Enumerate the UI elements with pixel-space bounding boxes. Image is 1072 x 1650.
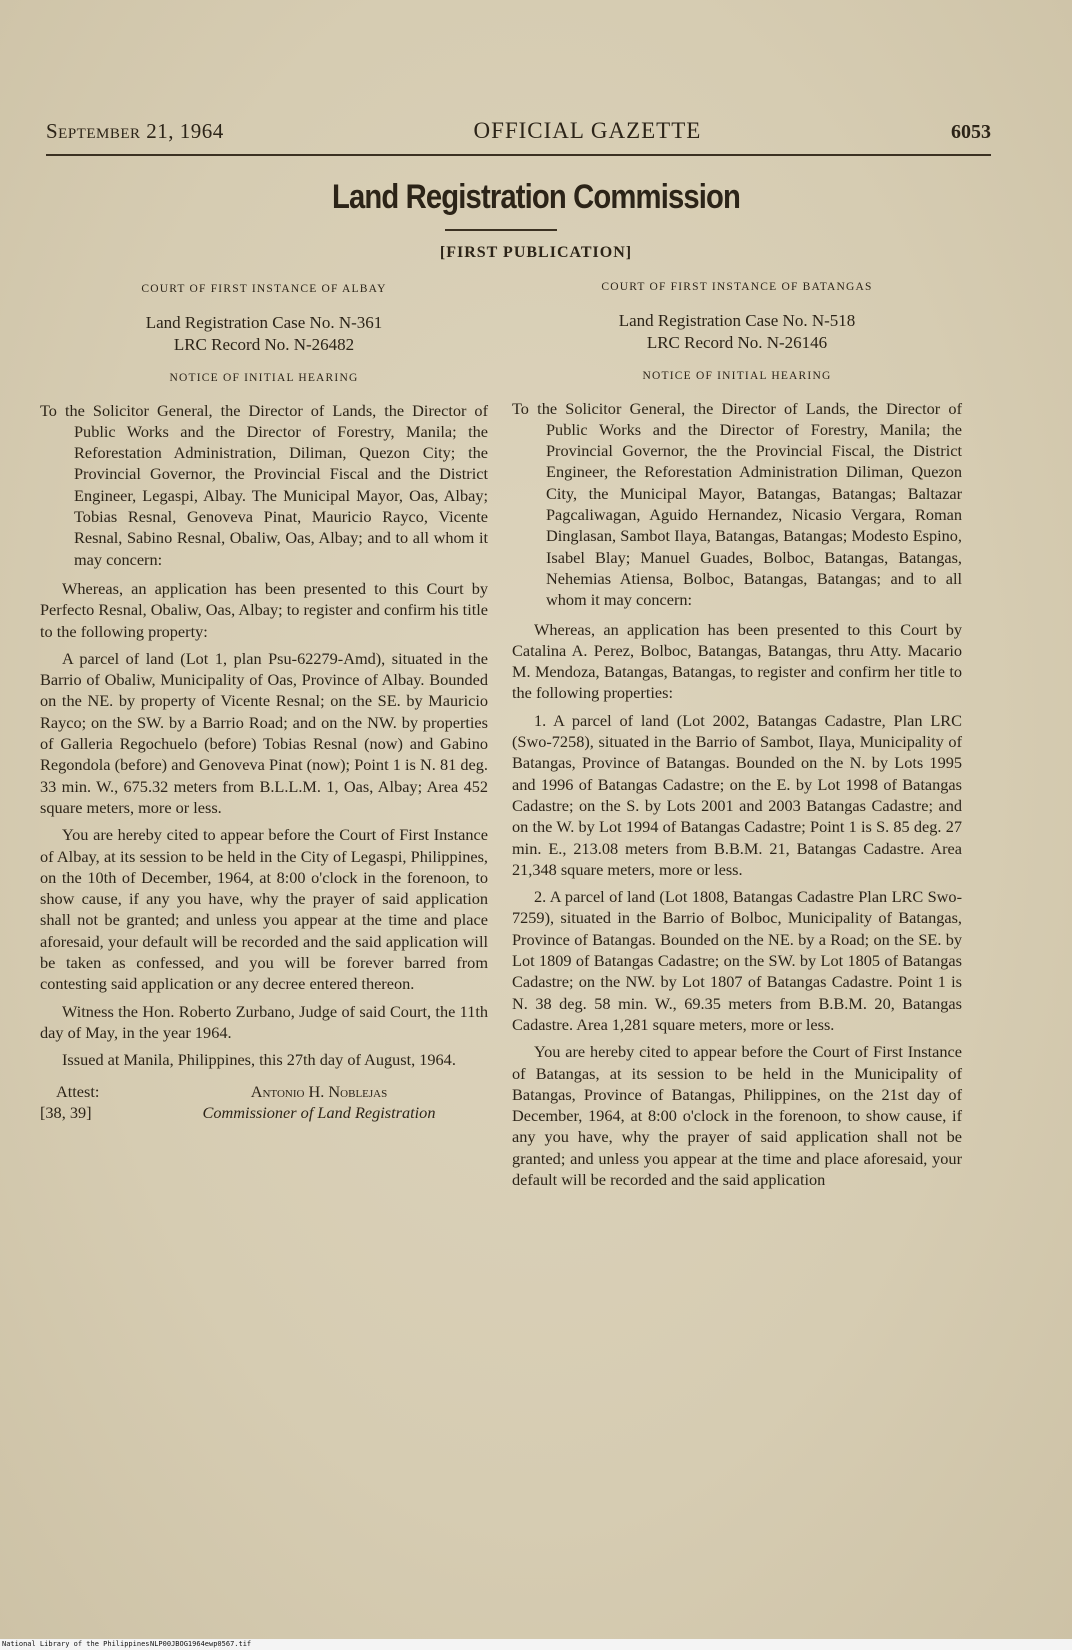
left-column-notice xyxy=(40,279,488,1123)
addressees: To the Solicitor General, the Director of Lands, the Director of Public Works and the Director of Forestry, Manila; the Provincial Governor, the the Provincial Fiscal, the District Engineer, the Reforestation Administration Diliman, Quezon City, the Municipal Mayor, Batangas, Batangas; Baltazar Pagcaliwagan, Aguido Hernandez, Nicasio Vergara, Roman Dinglasan, Sambot Ilaya, Batangas, Batangas; Modesto Espino, Isabel Blay; Manuel Guades, Bolboc, Batangas, Batangas, Nehemias Atiensa, Bolboc, Batangas, Batangas; and to all whom it may concern: xyxy=(512,398,962,610)
paragraph: Issued at Manila, Philippines, this 27th day of August, 1964. xyxy=(62,1050,456,1070)
record-line: LRC Record No. N-26482 xyxy=(173,335,355,355)
notice-title: NOTICE OF INITIAL HEARING xyxy=(169,372,359,385)
court-heading: COURT OF FIRST INSTANCE OF BATANGAS xyxy=(601,281,873,293)
notice-title: NOTICE OF INITIAL HEARING xyxy=(642,370,832,383)
publication-note: [FIRST PUBLICATION] xyxy=(439,244,633,261)
issue-reference: [38, 39] xyxy=(40,1102,92,1122)
attest-label: Attest: xyxy=(56,1081,100,1101)
issue-date: September 21, 1964 xyxy=(46,119,224,143)
attest-block xyxy=(40,1081,150,1124)
paragraph: Whereas, an application has been presented to this Court by Catalina A. Perez, Bolboc, Batangas, Batangas, thru Atty. Macario M. Mendoza, Batangas, Batangas, to register and confirm her title to the following properties: xyxy=(512,619,962,703)
addressees: To the Solicitor General, the Director of Lands, the Director of Public Works and the Director of Forestry, Manila; the Reforestation Administration, Diliman, Quezon City; the Provincial Governor, the Provincial Fiscal and the District Engineer, Legaspi, Albay. The Municipal Mayor, Oas, Albay; Tobias Resnal, Genoveva Pinat, Mauricio Rayco, Vicente Resnal, Sabino Resnal, Obaliw, Oas, Albay; and to all whom it may concern: xyxy=(40,400,488,569)
record-line: LRC Record No. N-26146 xyxy=(646,333,828,353)
case-line: Land Registration Case No. N-361 xyxy=(145,313,383,333)
paragraph: 1. A parcel of land (Lot 2002, Batangas Cadastre, Plan LRC (Swo-7258), situated in the Barrio of Sambot, Ilaya, Municipality of Batangas, Province of Batangas. Bounded on the N. by Lots 1995 and 1996 of Batangas Cadastre; on the E. by Lot 1998 of Batangas Cadastre; on the S. by Lots 2001 and 2003 Batangas Cadastre; and on the W. by Lot 1994 of Batangas Cadastre; Point 1 is S. 85 deg. 27 min. E., 213.08 meters from B.B.M. 21, Batangas Cadastre. Area 21,348 square meters, more or less. xyxy=(512,710,962,879)
court-heading: COURT OF FIRST INSTANCE OF ALBAY xyxy=(141,283,387,295)
scan-footer xyxy=(0,1639,1072,1650)
signature-block xyxy=(40,1081,488,1124)
right-column-notice xyxy=(512,277,962,1196)
signatory-title: Commissioner of Land Registration xyxy=(202,1102,436,1122)
signatory xyxy=(150,1081,488,1124)
library-credit: National Library of the Philippines xyxy=(2,1640,150,1648)
paragraph: You are hereby cited to appear before the Court of First Instance of Batangas, at its session to be held in the Municipality of Batangas, Province of Batangas, Philippines, on the 21st day of December, 1964, at 8:00 o'clock in the forenoon, to show cause, if any you have, why the prayer of said application shall not be granted; and unless you appear at the time and place aforesaid, your default will be recorded and the said application xyxy=(512,1042,962,1189)
section-title: Land Registration Commission xyxy=(331,178,741,216)
case-number xyxy=(40,312,488,356)
signatory-name: Antonio H. Noblejas xyxy=(250,1081,388,1101)
header-rule xyxy=(46,154,991,156)
publication-name: OFFICIAL GAZETTE xyxy=(473,118,702,143)
case-line: Land Registration Case No. N-518 xyxy=(618,311,856,331)
page-number: 6053 xyxy=(951,121,991,143)
page-header xyxy=(46,118,991,144)
title-rule xyxy=(445,229,557,231)
scan-filename: NLP00JBOG1964ewp0567.tif xyxy=(150,1640,252,1648)
paragraph: A parcel of land (Lot 1, plan Psu-62279-Amd), situated in the Barrio of Obaliw, Municipality of Oas, Province of Albay. Bounded on the NE. by property of Vicente Resnal; on the SE. by Mauricio Rayco; on the SW. by a Barrio Road; and on the NW. by properties of Galleria Regochuelo (before) Tobias Resnal (now) and Gabino Regondola (before) and Genoveva Pinat (now); Point 1 is N. 81 deg. 33 min. W., 675.32 meters from B.L.L.M. 1, Oas, Albay; Area 452 square meters, more or less. xyxy=(40,648,488,817)
paragraph: 2. A parcel of land (Lot 1808, Batangas Cadastre Plan LRC Swo-7259), situated in the Barrio of Bolboc, Municipality of Batangas, Province of Batangas. Bounded on the NE. by a Road; on the SE. by Lot 1809 of Batangas Cadastre; on the SW. by Lot 1805 of Batangas Cadastre; on the NW. by Lot 1807 of Batangas Cadastre. Point 1 is N. 38 deg. 58 min. W., 69.35 meters from B.B.M. 20, Batangas Cadastre. Area 1,281 square meters, more or less. xyxy=(512,887,962,1034)
case-number xyxy=(512,310,962,354)
paragraph: Whereas, an application has been presented to this Court by Perfecto Resnal, Obaliw, Oas, Albay; to register and confirm his title to the following property: xyxy=(40,578,488,641)
paragraph: Witness the Hon. Roberto Zurbano, Judge of said Court, the 11th day of May, in the year 1964. xyxy=(40,1001,488,1042)
paragraph: You are hereby cited to appear before the Court of First Instance of Albay, at its session to be held in the City of Legaspi, Philippines, on the 10th of December, 1964, at 8:00 o'clock in the forenoon, to show cause, if any you have, why the prayer of said application shall not be granted; and unless you appear at the time and place aforesaid, your default will be recorded and the said application will be taken as confessed, and you will be forever barred from contesting said application or any decree entered thereon. xyxy=(40,825,488,994)
